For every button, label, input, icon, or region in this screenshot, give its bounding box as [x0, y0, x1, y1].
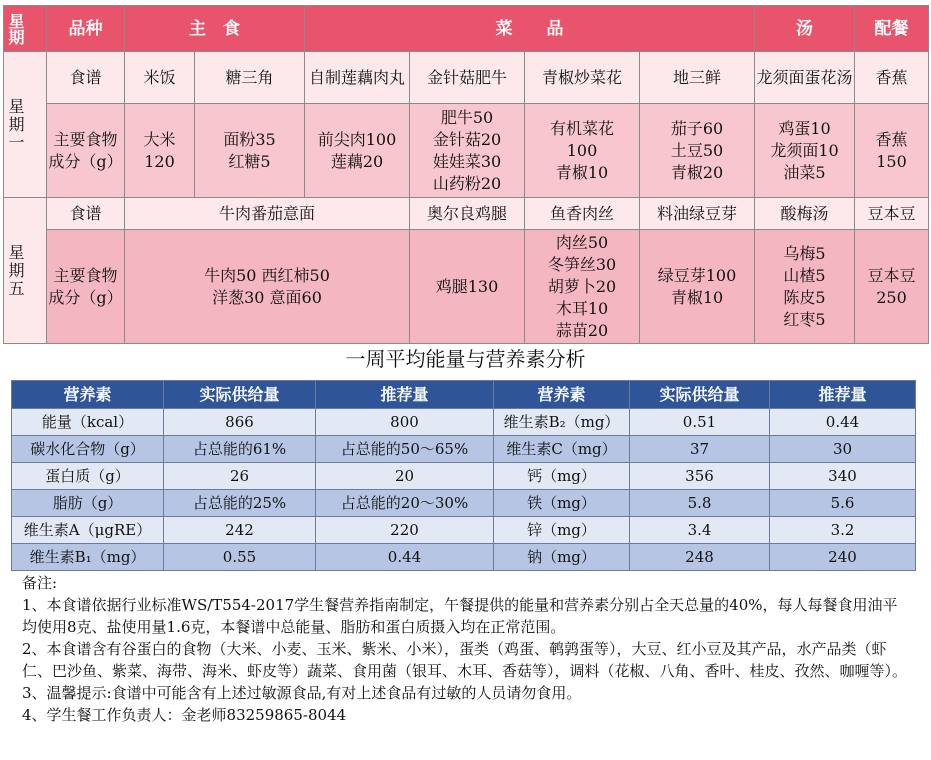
monday-recipe-3: 自制莲藕肉丸: [305, 52, 410, 104]
table-cell: 维生素B₂（mg）: [494, 409, 630, 436]
nutrition-header-recommended: 推荐量: [316, 381, 494, 409]
table-cell: 866: [164, 409, 316, 436]
friday-ingredients-1: 牛肉50 西红柿50 洋葱30 意面60: [125, 230, 410, 344]
friday-recipe-4: 料油绿豆芽: [640, 198, 755, 230]
table-cell: 0.51: [630, 409, 770, 436]
friday-recipe-label: 食谱: [47, 198, 125, 230]
table-cell: 0.55: [164, 544, 316, 571]
table-cell: 0.44: [316, 544, 494, 571]
table-cell: 242: [164, 517, 316, 544]
friday-ingredients-5: 乌梅5 山楂5 陈皮5 红枣5: [755, 230, 855, 344]
monday-recipe-5: 青椒炒菜花: [525, 52, 640, 104]
monday-day-label: 星期一: [4, 52, 47, 198]
table-cell: 铁（mg）: [494, 490, 630, 517]
table-cell: 蛋白质（g）: [12, 463, 164, 490]
monday-ingredients-5: 有机菜花 100 青椒10: [525, 104, 640, 198]
friday-ingredients-label: 主要食物成分（g）: [47, 230, 125, 344]
monday-ingredients-8: 香蕉 150: [855, 104, 929, 198]
friday-ingredients-2: 鸡腿130: [410, 230, 525, 344]
monday-recipe-row: [4, 52, 929, 104]
monday-recipe-8: 香蕉: [855, 52, 929, 104]
table-cell: 5.8: [630, 490, 770, 517]
table-cell: 3.2: [770, 517, 916, 544]
monday-recipe-label: 食谱: [47, 52, 125, 104]
notes-heading: 备注:: [22, 574, 58, 592]
table-cell: 脂肪（g）: [12, 490, 164, 517]
nutrition-table: [11, 380, 916, 571]
table-cell: 维生素C（mg）: [494, 436, 630, 463]
table-cell: 0.44: [770, 409, 916, 436]
monday-recipe-4: 金针菇肥牛: [410, 52, 525, 104]
friday-recipe-3: 鱼香肉丝: [525, 198, 640, 230]
header-dishes: 菜 品: [305, 6, 755, 52]
friday-ingredient-row: [4, 230, 929, 344]
header-soup: 汤: [755, 6, 855, 52]
table-cell: 30: [770, 436, 916, 463]
table-cell: 26: [164, 463, 316, 490]
friday-ingredients-3: 肉丝50 冬笋丝30 胡萝卜20 木耳10 蒜苗20: [525, 230, 640, 344]
table-cell: 240: [770, 544, 916, 571]
monday-ingredients-6: 茄子60 土豆50 青椒20: [640, 104, 755, 198]
table-cell: 20: [316, 463, 494, 490]
table-cell: 钙（mg）: [494, 463, 630, 490]
friday-ingredients-4: 绿豆芽100 青椒10: [640, 230, 755, 344]
monday-ingredients-label: 主要食物成分（g）: [47, 104, 125, 198]
monday-ingredients-2: 面粉35 红糖5: [195, 104, 305, 198]
table-cell: 碳水化合物（g）: [12, 436, 164, 463]
nutrition-title: 一周平均能量与营养素分析: [345, 347, 586, 371]
nutrition-header-row: [12, 381, 916, 409]
table-cell: 340: [770, 463, 916, 490]
monday-ingredients-7: 鸡蛋10 龙须面10 油菜5: [755, 104, 855, 198]
table-cell: 5.6: [770, 490, 916, 517]
monday-ingredients-3: 前尖肉100 莲藕20: [305, 104, 410, 198]
nutrition-header-actual: 实际供给量: [164, 381, 316, 409]
table-row: [12, 544, 916, 571]
table-row: [12, 436, 916, 463]
table-cell: 维生素B₁（mg）: [12, 544, 164, 571]
friday-recipe-2: 奥尔良鸡腿: [410, 198, 525, 230]
nutrition-header-nutrient-2: 营养素: [494, 381, 630, 409]
monday-ingredients-1: 大米 120: [125, 104, 195, 198]
monday-recipe-1: 米饭: [125, 52, 195, 104]
weekly-menu-table: [3, 5, 929, 344]
friday-recipe-6: 豆本豆: [855, 198, 929, 230]
note-item-2: 2、本食谱含有谷蛋白的食物（大米、小麦、玉米、紫米、小米），蛋类（鸡蛋、鹌鹑蛋等），大豆、红小豆及其产品，水产品类（虾仁、巴沙鱼、紫菜、海带、海米、虾皮等）蔬菜、食用菌（银耳、木耳、香菇等），调料（花椒、八角、香叶、桂皮、孜然、咖喱等）。: [22, 640, 908, 680]
monday-ingredient-row: [4, 104, 929, 198]
table-cell: 3.4: [630, 517, 770, 544]
nutrition-header-nutrient: 营养素: [12, 381, 164, 409]
table-cell: 占总能的61%: [164, 436, 316, 463]
friday-recipe-5: 酸梅汤: [755, 198, 855, 230]
nutrition-header-actual-2: 实际供给量: [630, 381, 770, 409]
table-cell: 占总能的20～30%: [316, 490, 494, 517]
table-cell: 占总能的25%: [164, 490, 316, 517]
monday-recipe-6: 地三鲜: [640, 52, 755, 104]
note-item-1: 1、本食谱依据行业标准WS/T554-2017学生餐营养指南制定，午餐提供的能量和营养素分别占全天总量的40%，每人每餐食用油平均使用8克、盐使用量1.6克，本餐谱中总能量、脂肪和蛋白质摄入均在正常范围。: [22, 596, 898, 636]
table-cell: 800: [316, 409, 494, 436]
table-cell: 维生素A（μgRE）: [12, 517, 164, 544]
table-cell: 248: [630, 544, 770, 571]
note-item-4: 4、学生餐工作负责人：金老师83259865-8044: [22, 706, 347, 724]
table-row: [12, 490, 916, 517]
header-side: 配餐: [855, 6, 929, 52]
friday-recipe-1: 牛肉番茄意面: [125, 198, 410, 230]
friday-day-label: 星期五: [4, 198, 47, 344]
monday-recipe-2: 糖三角: [195, 52, 305, 104]
table-row: [12, 409, 916, 436]
table-row: [12, 517, 916, 544]
table-cell: 220: [316, 517, 494, 544]
note-item-3: 3、温馨提示:食谱中可能含有上述过敏源食品,有对上述食品有过敏的人员请勿食用。: [22, 684, 582, 702]
monday-recipe-7: 龙须面蛋花汤: [755, 52, 855, 104]
table-cell: 钠（mg）: [494, 544, 630, 571]
nutrition-header-recommended-2: 推荐量: [770, 381, 916, 409]
monday-ingredients-4: 肥牛50 金针菇20 娃娃菜30 山药粉20: [410, 104, 525, 198]
table-cell: 356: [630, 463, 770, 490]
header-day: 星期: [4, 6, 47, 52]
table-cell: 能量（kcal）: [12, 409, 164, 436]
notes-section: [22, 572, 912, 726]
header-staple: 主 食: [125, 6, 305, 52]
menu-header-row: [4, 6, 929, 52]
table-cell: 37: [630, 436, 770, 463]
header-category: 品种: [47, 6, 125, 52]
friday-ingredients-6: 豆本豆 250: [855, 230, 929, 344]
table-cell: 占总能的50～65%: [316, 436, 494, 463]
table-cell: 锌（mg）: [494, 517, 630, 544]
table-row: [12, 463, 916, 490]
friday-recipe-row: [4, 198, 929, 230]
